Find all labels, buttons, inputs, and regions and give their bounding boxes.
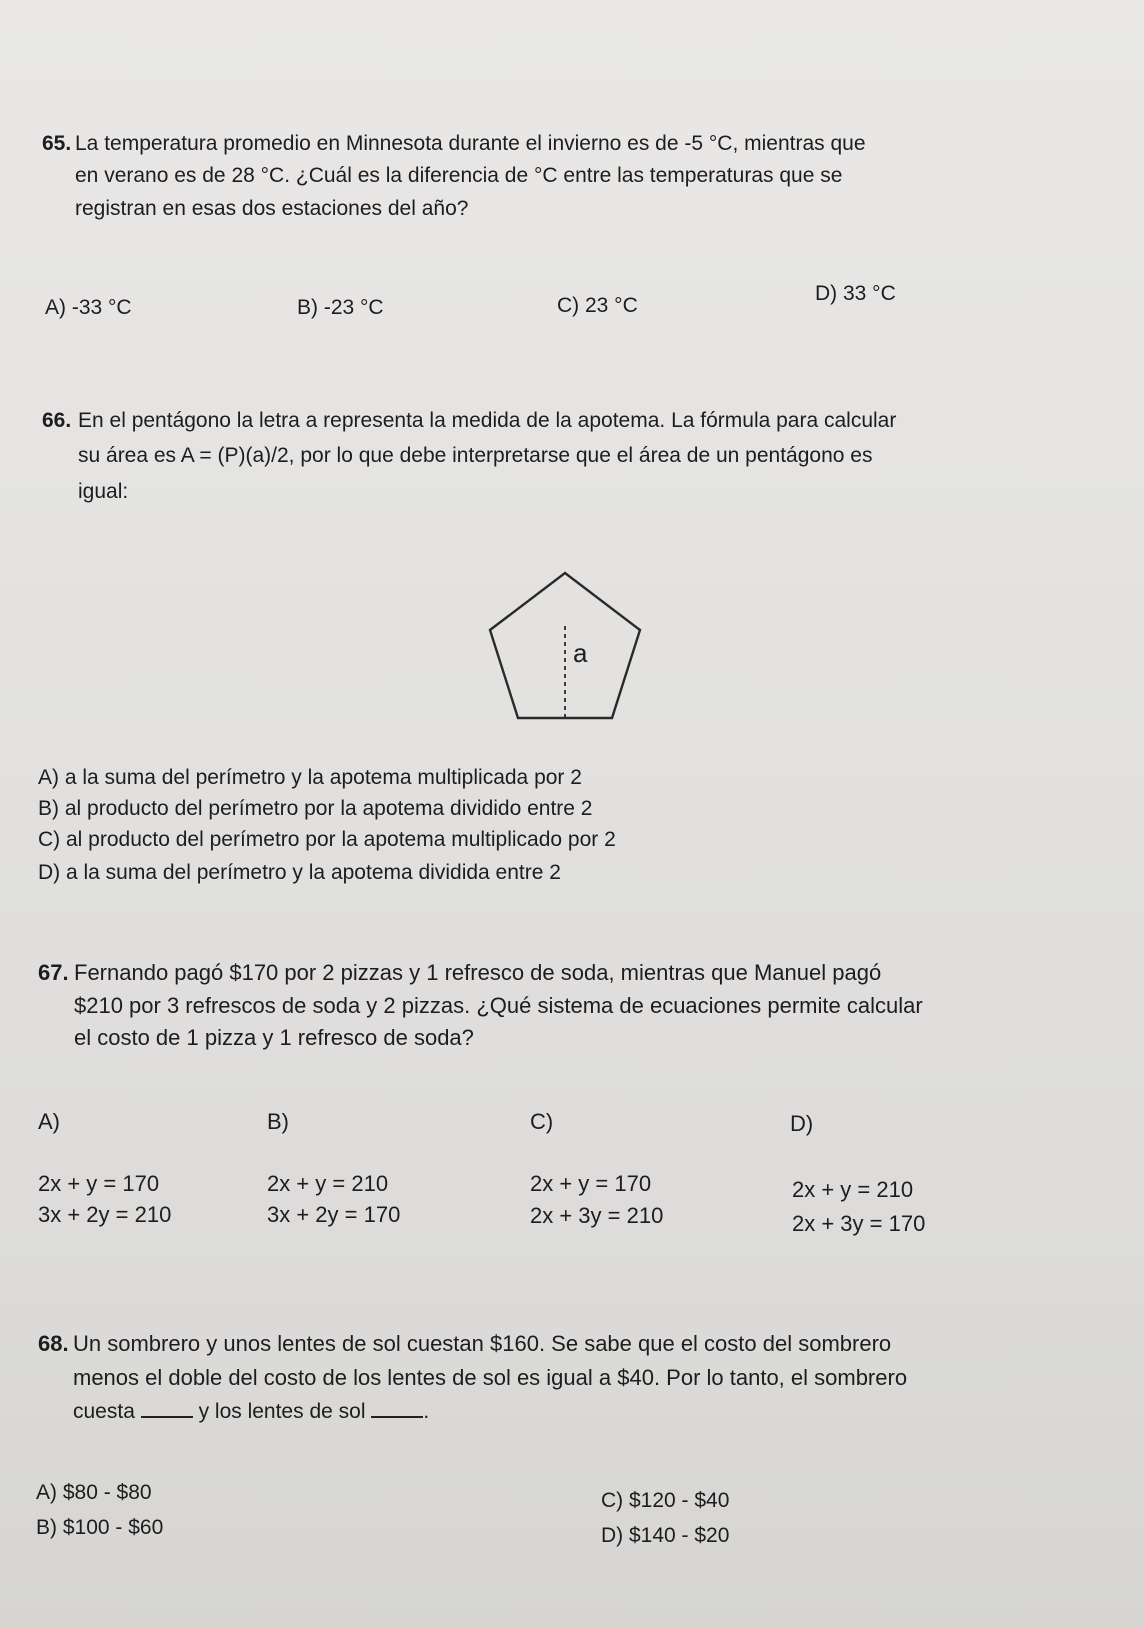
option-c-label: C) xyxy=(530,1109,554,1134)
option-b: B) -23 °C xyxy=(297,296,384,319)
option-b-eq2: 3x + 2y = 170 xyxy=(267,1202,401,1227)
option-a: A) -33 °C xyxy=(45,296,132,319)
option-b-eq1: 2x + y = 210 xyxy=(267,1171,389,1196)
option-d-eq1: 2x + y = 210 xyxy=(792,1177,914,1202)
option-d-eq2: 2x + 3y = 170 xyxy=(792,1211,926,1236)
option-a: A) a la suma del perímetro y la apotema multiplicada por 2 xyxy=(38,766,582,789)
apothem-label: a xyxy=(573,638,588,668)
question-number: 66. xyxy=(42,409,72,432)
question-number: 65. xyxy=(42,132,72,155)
option-a-eq1: 2x + y = 170 xyxy=(38,1171,160,1196)
option-a: A) $80 - $80 xyxy=(36,1481,152,1504)
pentagon-diagram xyxy=(480,568,650,728)
question-text-line: igual: xyxy=(78,480,129,503)
option-c: C) 23 °C xyxy=(557,294,638,317)
option-d: D) 33 °C xyxy=(815,282,896,305)
pentagon-figure xyxy=(480,568,650,728)
option-a-eq2: 3x + 2y = 210 xyxy=(38,1202,172,1227)
question-text-line: $210 por 3 refrescos de soda y 2 pizzas. ¿Qué sistema de ecuaciones permite calcular xyxy=(74,993,923,1018)
option-c: C) $120 - $40 xyxy=(601,1489,730,1512)
option-b: B) al producto del perímetro por la apotema dividido entre 2 xyxy=(38,797,593,820)
question-text-line: La temperatura promedio en Minnesota durante el invierno es de -5 °C, mientras que xyxy=(75,132,866,155)
option-a-label: A) xyxy=(38,1109,60,1134)
question-text-line: Un sombrero y unos lentes de sol cuestan $160. Se sabe que el costo del sombrero xyxy=(73,1331,892,1356)
question-text-line: En el pentágono la letra a representa la medida de la apotema. La fórmula para calcular xyxy=(78,409,897,432)
option-b-label: B) xyxy=(267,1109,289,1134)
question-text-line: en verano es de 28 °C. ¿Cuál es la diferencia de °C entre las temperaturas que se xyxy=(75,164,843,187)
text-segment: y los lentes de sol xyxy=(198,1400,366,1423)
answer-blank-hat xyxy=(141,1398,193,1418)
option-c: C) al producto del perímetro por la apotema multiplicado por 2 xyxy=(38,828,616,851)
option-c-eq2: 2x + 3y = 210 xyxy=(530,1203,664,1228)
question-text-line: su área es A = (P)(a)/2, por lo que debe interpretarse que el área de un pentágono es xyxy=(78,444,873,467)
answer-blank-glasses xyxy=(371,1398,423,1418)
question-number: 67. xyxy=(38,960,69,985)
text-segment: . xyxy=(423,1400,430,1423)
question-text-line: el costo de 1 pizza y 1 refresco de soda? xyxy=(74,1025,474,1050)
question-text-line-blanks xyxy=(73,1396,429,1428)
option-d: D) a la suma del perímetro y la apotema dividida entre 2 xyxy=(38,861,561,884)
option-d: D) $140 - $20 xyxy=(601,1524,730,1547)
option-b: B) $100 - $60 xyxy=(36,1516,164,1539)
option-d-label: D) xyxy=(790,1111,814,1136)
option-c-eq1: 2x + y = 170 xyxy=(530,1171,652,1196)
question-text-line: Fernando pagó $170 por 2 pizzas y 1 refresco de soda, mientras que Manuel pagó xyxy=(74,960,882,985)
question-text-line: registran en esas dos estaciones del año? xyxy=(75,197,469,220)
question-text-line: menos el doble del costo de los lentes de sol es igual a $40. Por lo tanto, el sombrero xyxy=(73,1365,908,1390)
question-number: 68. xyxy=(38,1331,69,1356)
text-segment: cuesta xyxy=(73,1400,135,1423)
